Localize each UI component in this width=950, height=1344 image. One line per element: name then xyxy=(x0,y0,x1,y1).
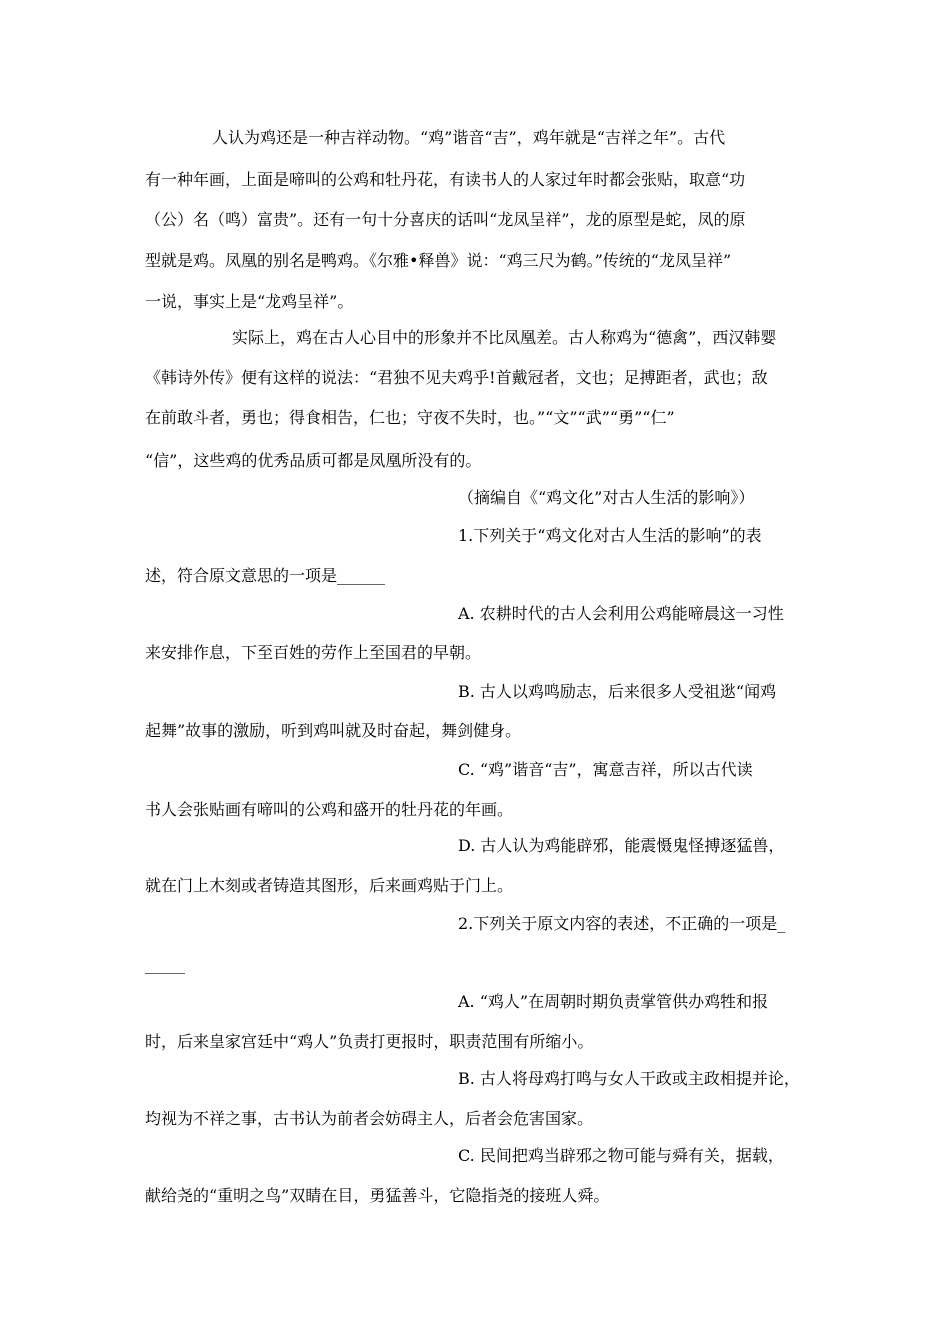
option-b: 起舞”故事的激励，听到鸡叫就及时奋起，舞剑健身。 xyxy=(145,721,522,740)
source-citation: （摘编自《“鸡文化”对古人生活的影响》） xyxy=(458,488,755,507)
passage-line: 有一种年画，上面是啼叫的公鸡和牡丹花，有读书人的人家过年时都会张贴，取意“功 xyxy=(145,170,746,189)
option-b: B. 古人以鸡鸣励志，后来很多人受祖逖“闻鸡 xyxy=(458,682,777,701)
option-c: 献给尧的“重明之鸟”双睛在目，勇猛善斗，它隐指尧的接班人舜。 xyxy=(145,1186,610,1205)
passage-line: 一说，事实上是“龙鸡呈祥”。 xyxy=(145,292,354,311)
question-2-stem: 2.下列关于原文内容的表述，不正确的一项是_ xyxy=(458,914,786,933)
option-c: C. “鸡”谐音“吉”，寓意吉祥，所以古代读 xyxy=(458,760,753,779)
option-c: C. 民间把鸡当辟邪之物可能与舜有关，据载， xyxy=(458,1146,784,1165)
option-a: A. “鸡人”在周朝时期负责掌管供办鸡牲和报 xyxy=(458,992,769,1011)
option-a: 时，后来皇家宫廷中“鸡人”负责打更报时，职责范围有所缩小。 xyxy=(145,1032,594,1051)
passage-line: “信”，这些鸡的优秀品质可都是凤凰所没有的。 xyxy=(145,451,482,470)
option-b: B. 古人将母鸡打鸣与女人干政或主政相提并论， xyxy=(458,1069,800,1088)
passage-line: 在前敢斗者，勇也；得食相告，仁也；守夜不失时，也。”“文”“武”“勇”“仁” xyxy=(145,408,675,427)
passage-line: 实际上，鸡在古人心目中的形象并不比凤凰差。古人称鸡为“德禽”，西汉韩婴 xyxy=(232,328,777,347)
passage-line: 人认为鸡还是一种吉祥动物。“鸡”谐音“吉”，鸡年就是“吉祥之年”。古代 xyxy=(212,128,726,147)
passage-line: （公）名（鸣）富贵”。还有一句十分喜庆的话叫“龙凤呈祥”，龙的原型是蛇，凤的原 xyxy=(145,210,746,229)
option-a: 来安排作息，下至百姓的劳作上至国君的早朝。 xyxy=(145,643,482,662)
option-d: D. 古人认为鸡能辟邪，能震慑鬼怪搏逐猛兽， xyxy=(458,836,785,855)
passage-line: 型就是鸡。凤凰的别名是鸭鸡。《尔雅•释兽》说：“鸡三尺为鹤。”传统的“龙凤呈祥” xyxy=(145,251,732,270)
option-d: 就在门上木刻或者铸造其图形，后来画鸡贴于门上。 xyxy=(145,876,514,895)
question-1-stem: 1.下列关于“鸡文化对古人生活的影响”的表 xyxy=(458,526,762,545)
option-a: A. 农耕时代的古人会利用公鸡能啼晨这一习性 xyxy=(458,604,784,623)
question-2-stem: _____ xyxy=(145,955,185,974)
question-1-stem: 述，符合原文意思的一项是______ xyxy=(145,566,386,585)
option-b: 均视为不祥之事，古书认为前者会妨碍主人，后者会危害国家。 xyxy=(145,1109,594,1128)
passage-line: 《韩诗外传》便有这样的说法：“君独不见夫鸡乎!首戴冠者，文也；足搏距者，武也；敌 xyxy=(145,368,768,387)
option-c: 书人会张贴画有啼叫的公鸡和盛开的牡丹花的年画。 xyxy=(145,800,514,819)
